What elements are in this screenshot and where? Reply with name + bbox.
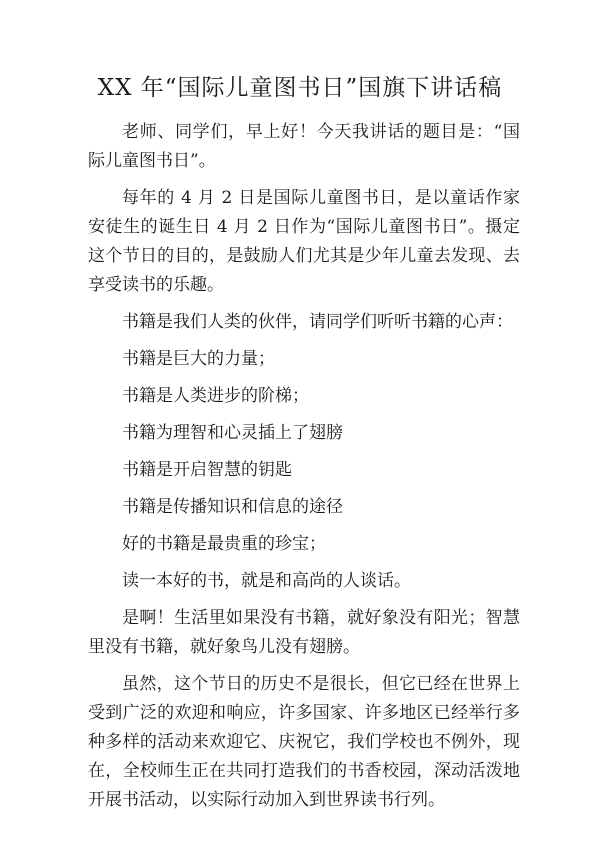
paragraph-good-book: 读一本好的书，就是和高尚的人谈话。 [122,571,411,591]
paragraph-history: 虽然，这个节日的历史不是很长，但它已经在世界上受到广泛的欢迎和响应，许多国家、许多地区已经举行多种多样的活动来欢迎它、庆祝它，我们学校也不例外，现在，全校师生正在共同打造我们的书香校园，深动活泼地开展书活动，以实际行动加入到世界读书行列。 [88,674,520,810]
paragraph-sunlight: 是啊！生活里如果没有书籍，就好象没有阳光；智慧里没有书籍，就好象鸟儿没有翅膀。 [88,608,520,657]
document-title: XX 年“国际儿童图书日”国旗下讲话稿 [97,75,503,101]
paragraph-books-key: 书籍是开启智慧的钥匙 [122,460,292,480]
paragraph-books-intro: 书籍是我们人类的伙伴，请同学们听听书籍的心声： [122,312,513,332]
paragraph-books-path: 书籍是传播知识和信息的途径 [122,497,343,517]
paragraph-greeting: 老师、同学们，早上好！今天我讲话的题目是：“国际儿童图书日”。 [88,122,520,171]
document-body [88,118,520,823]
paragraph-origin: 每年的 4 月 2 日是国际儿童图书日，是以童话作家安徒生的诞生日 4 月 2 日作为“国际儿童图书日”。摄定这个节日的目的，是鼓励人们尤其是少年儿童去发现、去享受读书的乐趣。 [88,188,520,295]
paragraph-books-wings: 书籍为理智和心灵插上了翅膀 [122,423,343,443]
paragraph-books-treasure: 好的书籍是最贵重的珍宝； [122,534,326,554]
paragraph-books-ladder: 书籍是人类进步的阶梯； [122,386,309,406]
paragraph-books-power: 书籍是巨大的力量； [122,349,275,369]
